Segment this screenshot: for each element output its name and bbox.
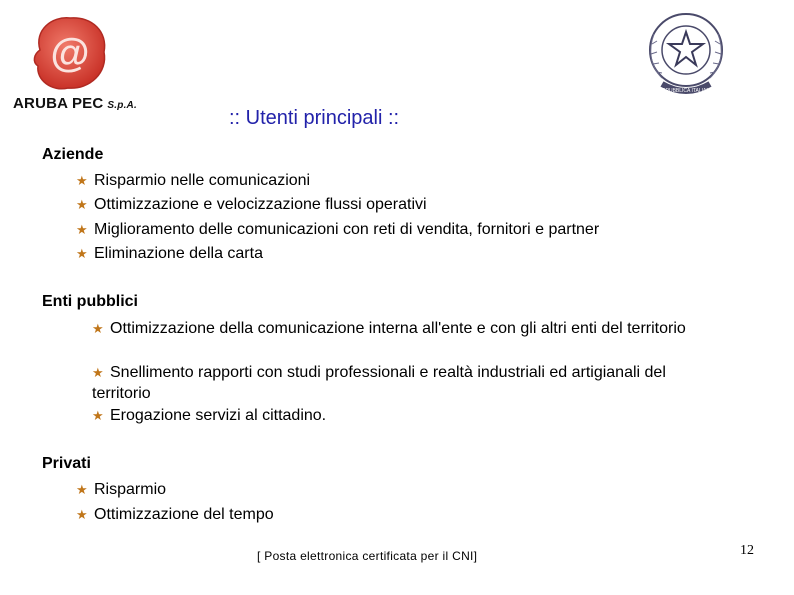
section-heading-privati: Privati (42, 455, 91, 472)
list-item-text: Ottimizzazione del tempo (94, 506, 274, 523)
italian-republic-emblem-icon (640, 4, 732, 102)
star-bullet-icon: ★ (76, 197, 88, 212)
star-bullet-icon: ★ (76, 246, 88, 261)
list-item-text: Snellimento rapporti con studi professionali e realtà industriali ed artigianali del territorio (92, 364, 666, 402)
list-item (76, 220, 599, 240)
list-item-text: Ottimizzazione e velocizzazione flussi operativi (94, 196, 427, 213)
list-item (76, 480, 166, 500)
at-sign-logo-icon (12, 10, 122, 105)
list-item-text: Risparmio nelle comunicazioni (94, 172, 311, 189)
emblem-ring-text: REPUBBLICA ITALIANA (658, 88, 714, 94)
star-bullet-icon: ★ (76, 507, 88, 522)
list-item (76, 195, 427, 215)
star-bullet-icon: ★ (76, 173, 88, 188)
list-item (76, 505, 274, 525)
list-item-text: Miglioramento delle comunicazioni con reti di vendita, fornitori e partner (94, 221, 600, 238)
footer-caption: [ Posta elettronica certificata per il CNI] (257, 549, 478, 563)
list-item-text: Risparmio (94, 481, 167, 498)
brand-name (13, 95, 137, 112)
list-item (92, 318, 712, 339)
star-bullet-icon: ★ (76, 222, 88, 237)
list-item-text: Ottimizzazione della comunicazione interna all'ente e con gli altri enti del territorio (110, 320, 686, 337)
star-bullet-icon: ★ (76, 482, 88, 497)
list-item (92, 406, 326, 426)
brand-suffix: S.p.A. (107, 100, 137, 111)
section-heading-aziende: Aziende (42, 146, 104, 163)
star-bullet-icon: ★ (92, 365, 104, 380)
star-bullet-icon: ★ (92, 321, 104, 336)
list-item (76, 171, 310, 191)
logo-glyph: @ (50, 31, 90, 75)
list-item (92, 362, 722, 404)
page-number: 12 (740, 543, 754, 558)
section-heading-enti-pubblici: Enti pubblici (42, 293, 138, 310)
page-title: :: Utenti principali :: (229, 107, 400, 129)
star-bullet-icon: ★ (92, 408, 104, 423)
list-item-text: Erogazione servizi al cittadino. (110, 407, 327, 424)
brand-name-text: ARUBA PEC (13, 95, 104, 112)
list-item-text: Eliminazione della carta (94, 245, 263, 262)
list-item (76, 244, 263, 264)
